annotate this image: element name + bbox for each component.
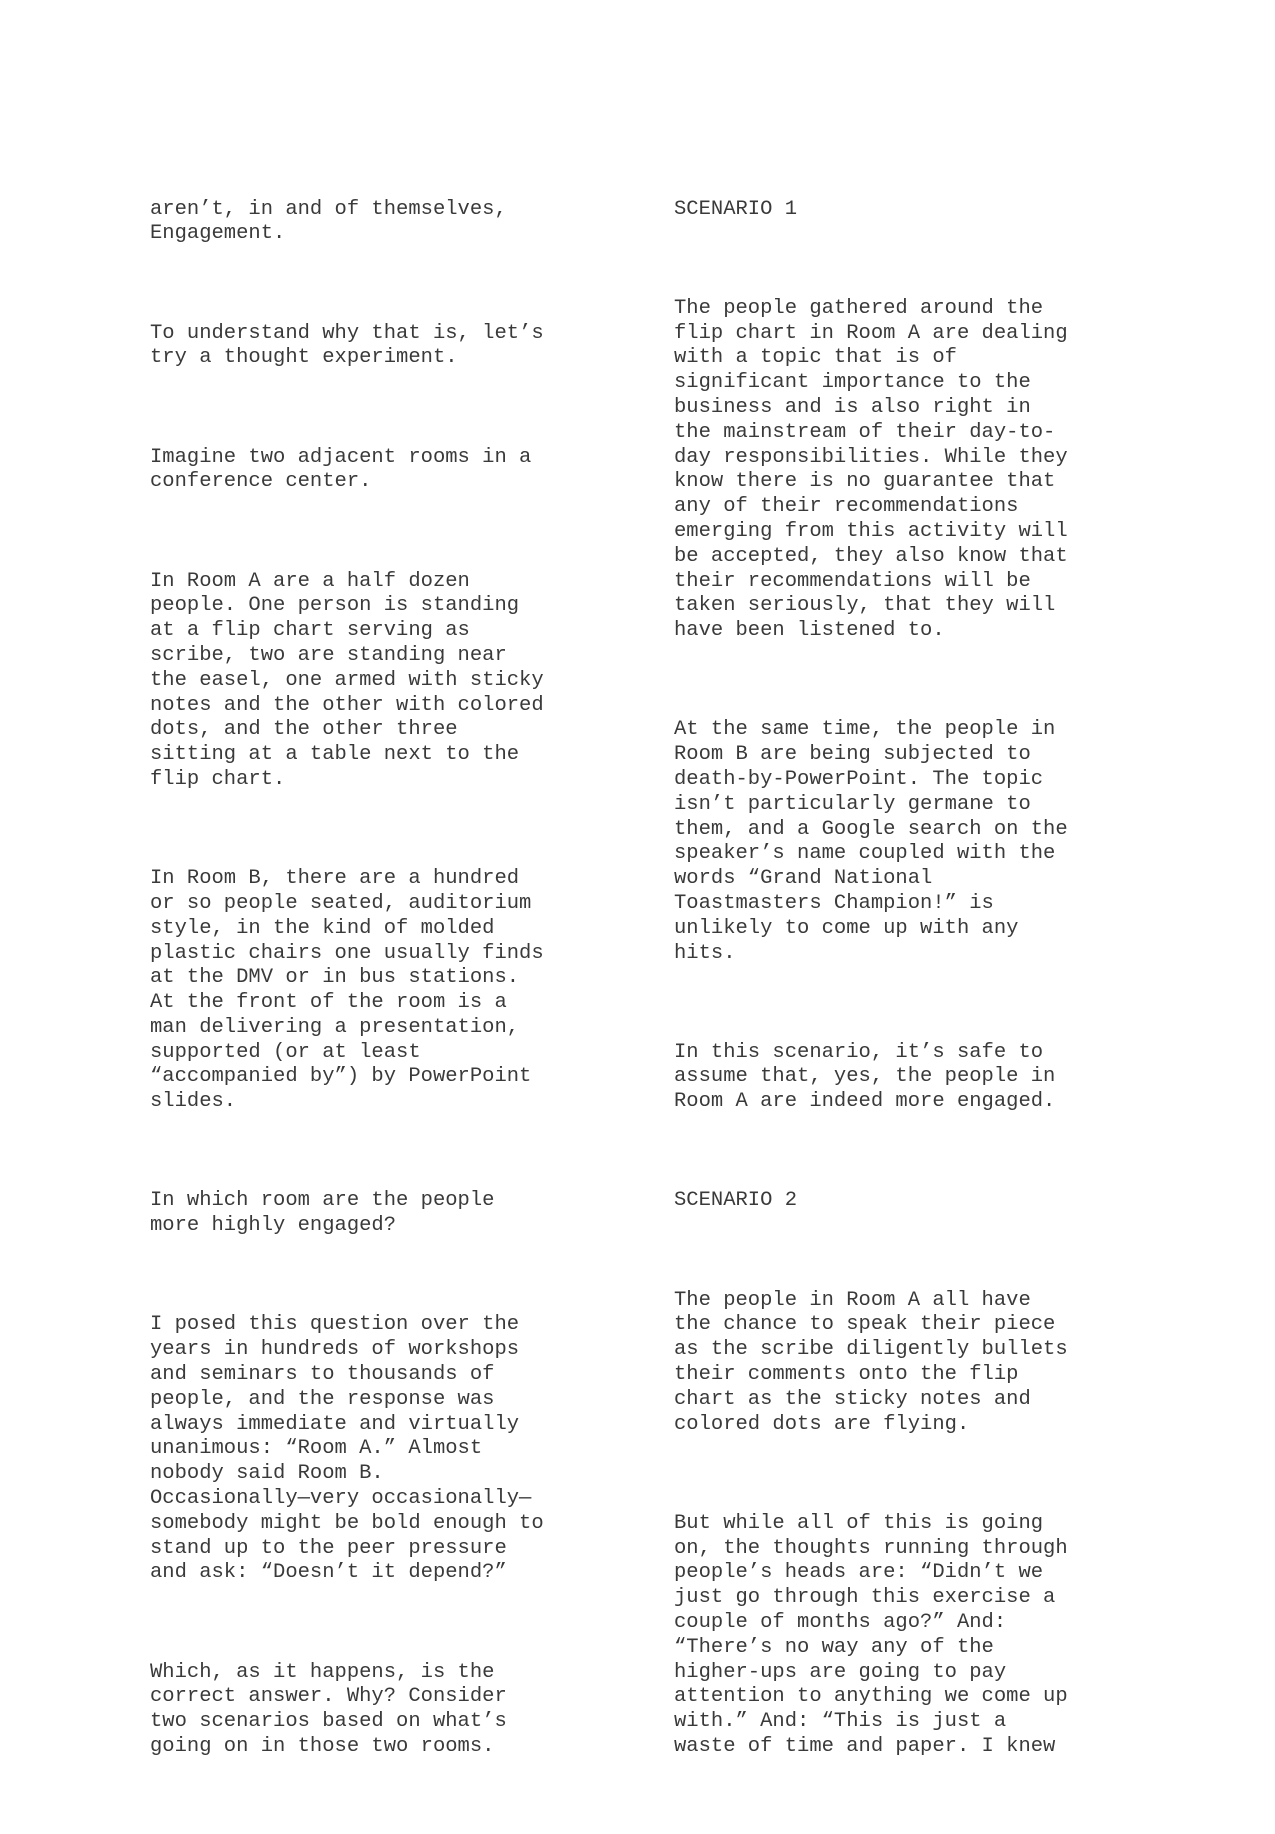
left-text-column [150,148,590,1834]
paragraph: In this scenario, it’s safe to assume that, yes, the people in Room A are indeed more engaged. [674,1040,1056,1114]
paragraph: In which room are the people more highly engaged? [150,1189,495,1238]
paragraph: I posed this question over the years in hundreds of workshops and seminars to thousands of people, and the response was always immediate and virtually unanimous: “Room A.” Almost nobody said Room B. Occasionally—very occasionally— somebody might be bold enough to stand up to the peer pressure and ask: “Doesn’t it depend?” [150,1313,544,1585]
paragraph: The people gathered around the flip chart in Room A are dealing with a topic that is of significant importance to the business and is also right in the mainstream of their day-to- day responsibilities. While they know there is no guarantee that any of their recommendations emerging from this activity will be accepted, they also know that their recommendations will be taken seriously, that they will have been listened to. [674,296,1068,643]
paragraph: At the same time, the people in Room B are being subjected to death-by-PowerPoint. The topic isn’t particularly germane to them, and a Google search on the speaker’s name coupled with the words “Grand National Toastmasters Champion!” is unlikely to come up with any hits. [674,718,1068,965]
paragraph: aren’t, in and of themselves, Engagement. [150,197,507,246]
section-heading-scenario-1: SCENARIO 1 [674,197,798,221]
right-text-column [674,148,1114,1834]
section-heading-scenario-2: SCENARIO 2 [674,1189,798,1213]
paragraph: Imagine two adjacent rooms in a conference center. [150,445,532,494]
paragraph: In Room B, there are a hundred or so people seated, auditorium style, in the kind of molded plastic chairs one usually finds at the DMV or in bus stations. At the front of the room is a man delivering a presentation, supported (or at least “accompanied by”) by PowerPoint slides. [150,867,544,1114]
paragraph: To understand why that is, let’s try a thought experiment. [150,321,544,370]
paragraph: Which, as it happens, is the correct answer. Why? Consider two scenarios based on what’s going on in those two rooms. [150,1660,507,1758]
paragraph: The people in Room A all have the chance to speak their piece as the scribe diligently bullets their comments onto the flip chart as the sticky notes and colored dots are flying. [674,1288,1068,1436]
paragraph: In Room A are a half dozen people. One person is standing at a flip chart serving as scribe, two are standing near the easel, one armed with sticky notes and the other with colored dots, and the other three sitting at a table next to the flip chart. [150,569,544,791]
paragraph: But while all of this is going on, the thoughts running through people’s heads are: “Didn’t we just go through this exercise a couple of months ago?” And: “There’s no way any of the higher-ups are going to pay attention to anything we come up with.” And: “This is just a waste of time and paper. I knew [674,1511,1068,1758]
